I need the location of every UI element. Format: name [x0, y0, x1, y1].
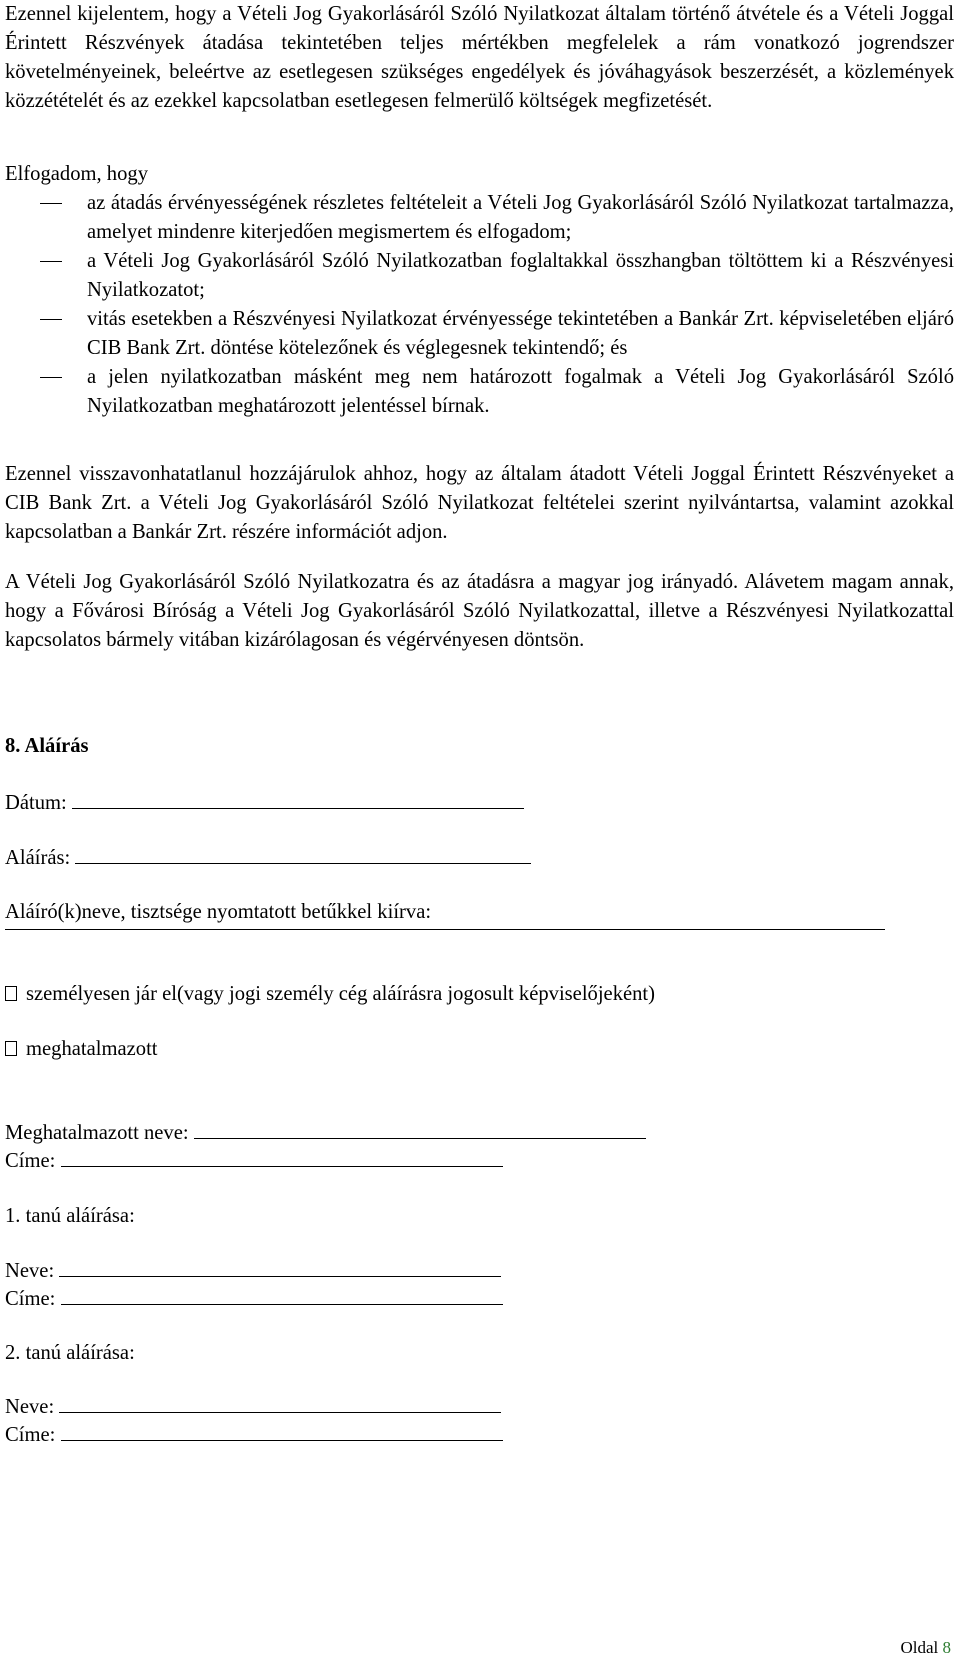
- proxy-address-line[interactable]: [61, 1146, 503, 1167]
- signer-name-label: Aláíró(k)neve, tisztsége nyomtatott betűkkel kiírva:: [5, 901, 432, 923]
- section-heading: 8. Aláírás: [5, 735, 89, 757]
- dash-bullet: [40, 377, 62, 378]
- signer-name-field: [5, 898, 431, 927]
- witness2-heading: 2. tanú aláírása:: [5, 1342, 135, 1364]
- page-number: 8: [942, 1638, 951, 1657]
- witness1-address-line[interactable]: [61, 1284, 503, 1305]
- witness2-address-field: [5, 1420, 503, 1450]
- witness2-name-field: [5, 1392, 501, 1422]
- option-personal-label: személyesen jár el(vagy jogi személy cég aláírásra jogosult képviselőjeként): [26, 983, 656, 1005]
- dash-bullet: [40, 261, 62, 262]
- witness1-name-line[interactable]: [59, 1256, 501, 1277]
- dash-bullet: [40, 319, 62, 320]
- signature-field: [5, 843, 531, 873]
- witness1-name-label: Neve:: [5, 1260, 55, 1282]
- signer-name-line[interactable]: [5, 929, 885, 930]
- witness2-address-line[interactable]: [61, 1420, 503, 1441]
- witness1-heading: 1. tanú aláírása:: [5, 1205, 135, 1227]
- list-item: a Vételi Jog Gyakorlásáról Szóló Nyilatkozatban foglaltakkal összhangban töltöttem ki a Részvényesi Nyilatkozatot;: [5, 247, 954, 305]
- list-item: a jelen nyilatkozatban másként meg nem határozott fogalmak a Vételi Jog Gyakorlásáról Szóló Nyilatkozatban meghatározott jelentéssel bírnak.: [5, 363, 954, 421]
- proxy-name-field: [5, 1118, 646, 1148]
- acceptance-list: [5, 189, 954, 421]
- declaration-paragraph: Ezennel kijelentem, hogy a Vételi Jog Gyakorlásáról Szóló Nyilatkozat általam történő átvétele és a Vételi Joggal Érintett Részvények átadása tekintetében teljes mértékben megfelelek a rám vonatkozó jogrendszer követelményeinek, beleértve az esetlegesen szükséges engedélyek és jóváhagyások beszerzését, a közlemények közzétételét és az ezekkel kapcsolatban esetlegesen felmerülő költségek megfizetését.: [5, 3, 954, 112]
- signature-line[interactable]: [75, 843, 531, 864]
- witness1-address-label: Címe:: [5, 1288, 56, 1310]
- witness2-name-line[interactable]: [59, 1392, 501, 1413]
- page-footer: [900, 1638, 951, 1658]
- proxy-checkbox[interactable]: [5, 1041, 17, 1056]
- personal-checkbox[interactable]: [5, 986, 17, 1001]
- page-label: Oldal: [900, 1638, 939, 1657]
- option-proxy-label: meghatalmazott: [26, 1038, 158, 1060]
- date-field: [5, 788, 524, 818]
- witness1-name-field: [5, 1256, 501, 1286]
- proxy-address-label: Címe:: [5, 1150, 56, 1172]
- date-label: Dátum:: [5, 792, 67, 814]
- governing-law-paragraph: A Vételi Jog Gyakorlásáról Szóló Nyilatkozatra és az átadásra a magyar jog irányadó. Alávetem magam annak, hogy a Fővárosi Bíróság a Vételi Jog Gyakorlásáról Szóló Nyilatkozattal, illetve a Részvényesi Nyilatkozattal kapcsolatos bármely vitában kizárólagosan és végérvényesen döntsön.: [5, 571, 954, 651]
- witness2-name-label: Neve:: [5, 1396, 55, 1418]
- witness1-address-field: [5, 1284, 503, 1314]
- proxy-address-field: [5, 1146, 503, 1176]
- option-personal: [5, 980, 655, 1009]
- signature-label: Aláírás:: [5, 847, 71, 869]
- list-item: vitás esetekben a Részvényesi Nyilatkozat érvényessége tekintetében a Bankár Zrt. képviseletében eljáró CIB Bank Zrt. döntése kötelezőnek és véglegesnek tekintendő; és: [5, 305, 954, 363]
- list-item: az átadás érvényességének részletes feltételeit a Vételi Jog Gyakorlásáról Szóló Nyilatkozat tartalmazza, amelyet mindenre kiterjedően megismertem és elfogadom;: [5, 189, 954, 247]
- date-line[interactable]: [72, 788, 524, 809]
- option-proxy: [5, 1035, 158, 1064]
- proxy-name-line[interactable]: [194, 1118, 646, 1139]
- consent-paragraph: Ezennel visszavonhatatlanul hozzájárulok ahhoz, hogy az általam átadott Vételi Joggal Érintett Részvényeket a CIB Bank Zrt. a Vételi Jog Gyakorlásáról Szóló Nyilatkozat feltételei szerint nyilvántartsa, valamint azokkal kapcsolatban a Bankár Zrt. részére információt adjon.: [5, 463, 954, 543]
- acceptance-intro: Elfogadom, hogy: [5, 163, 148, 185]
- witness2-address-label: Címe:: [5, 1424, 56, 1446]
- dash-bullet: [40, 203, 62, 204]
- proxy-name-label: Meghatalmazott neve:: [5, 1122, 189, 1144]
